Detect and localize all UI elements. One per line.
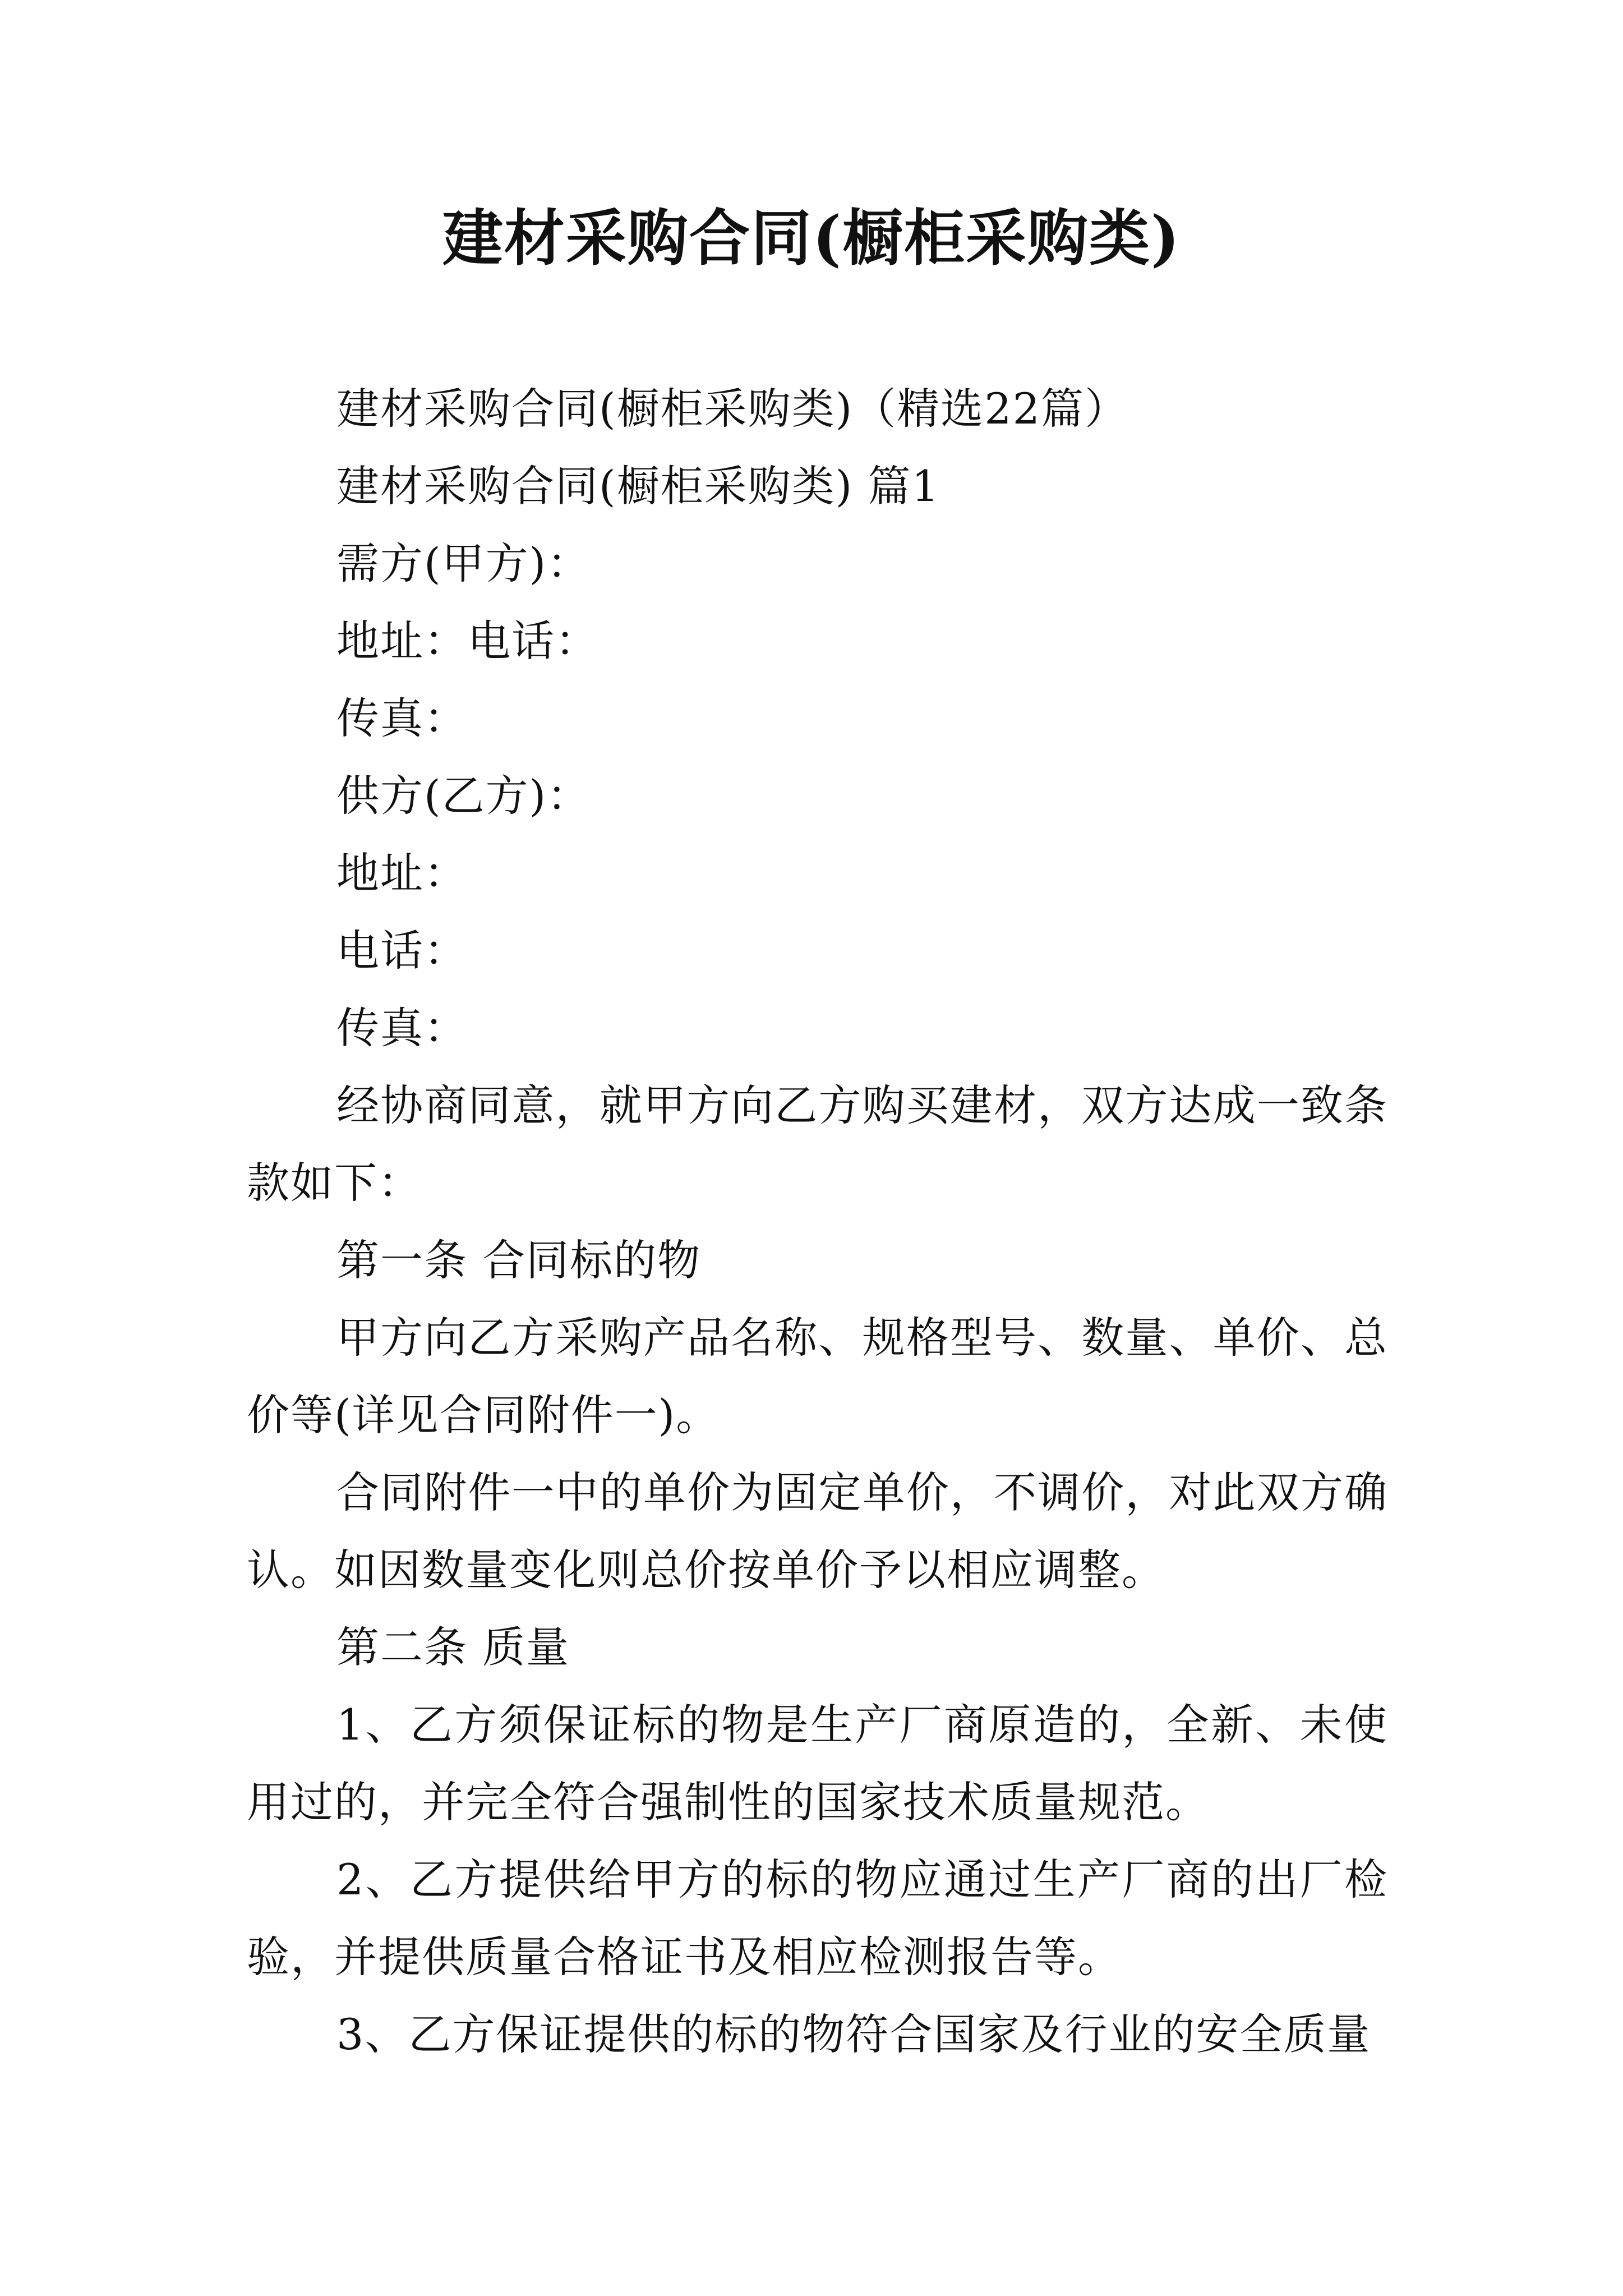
document-body — [247, 370, 1388, 2073]
paragraph-article-2-clause-1: 1、乙方须保证标的物是生产厂商原造的，全新、未使用过的，并完全符合强制性的国家技术质量规范。 — [247, 1700, 1388, 1827]
paragraph-party-b-phone: 电话： — [336, 926, 468, 976]
paragraph-party-a: 需方(甲方)： — [336, 539, 591, 588]
paragraph-article-2-heading: 第二条 质量 — [336, 1622, 570, 1672]
paragraph-article-2-clause-3: 3、乙方保证提供的标的物符合国家及行业的安全质量 — [336, 2009, 1371, 2059]
paragraph-subtitle: 建材采购合同(橱柜采购类)（精选22篇） — [336, 384, 1129, 434]
paragraph-party-b-fax: 传真： — [336, 1003, 468, 1053]
paragraph-article-1-price: 合同附件一中的单价为固定单价，不调价，对此双方确认。如因数量变化则总价按单价予以相应调整。 — [247, 1467, 1388, 1595]
paragraph-party-a-fax: 传真： — [336, 693, 468, 743]
paragraph-party-b: 供方(乙方)： — [336, 771, 591, 821]
paragraph-party-a-address-phone: 地址：电话： — [336, 616, 599, 666]
paragraph-party-b-address: 地址： — [336, 848, 468, 898]
document-title: 建材采购合同(橱柜采购类) — [442, 203, 1181, 274]
paragraph-article-2-clause-2: 2、乙方提供给甲方的标的物应通过生产厂商的出厂检验，并提供质量合格证书及相应检测报告等。 — [247, 1855, 1388, 1982]
paragraph-section-heading: 建材采购合同(橱柜采购类) 篇1 — [336, 461, 940, 511]
paragraph-article-1-heading: 第一条 合同标的物 — [336, 1235, 702, 1285]
paragraph-agreement-intro: 经协商同意，就甲方向乙方购买建材，双方达成一致条款如下： — [247, 1080, 1388, 1208]
paragraph-article-1-items: 甲方向乙方采购产品名称、规格型号、数量、单价、总价等(详见合同附件一)。 — [247, 1313, 1388, 1440]
